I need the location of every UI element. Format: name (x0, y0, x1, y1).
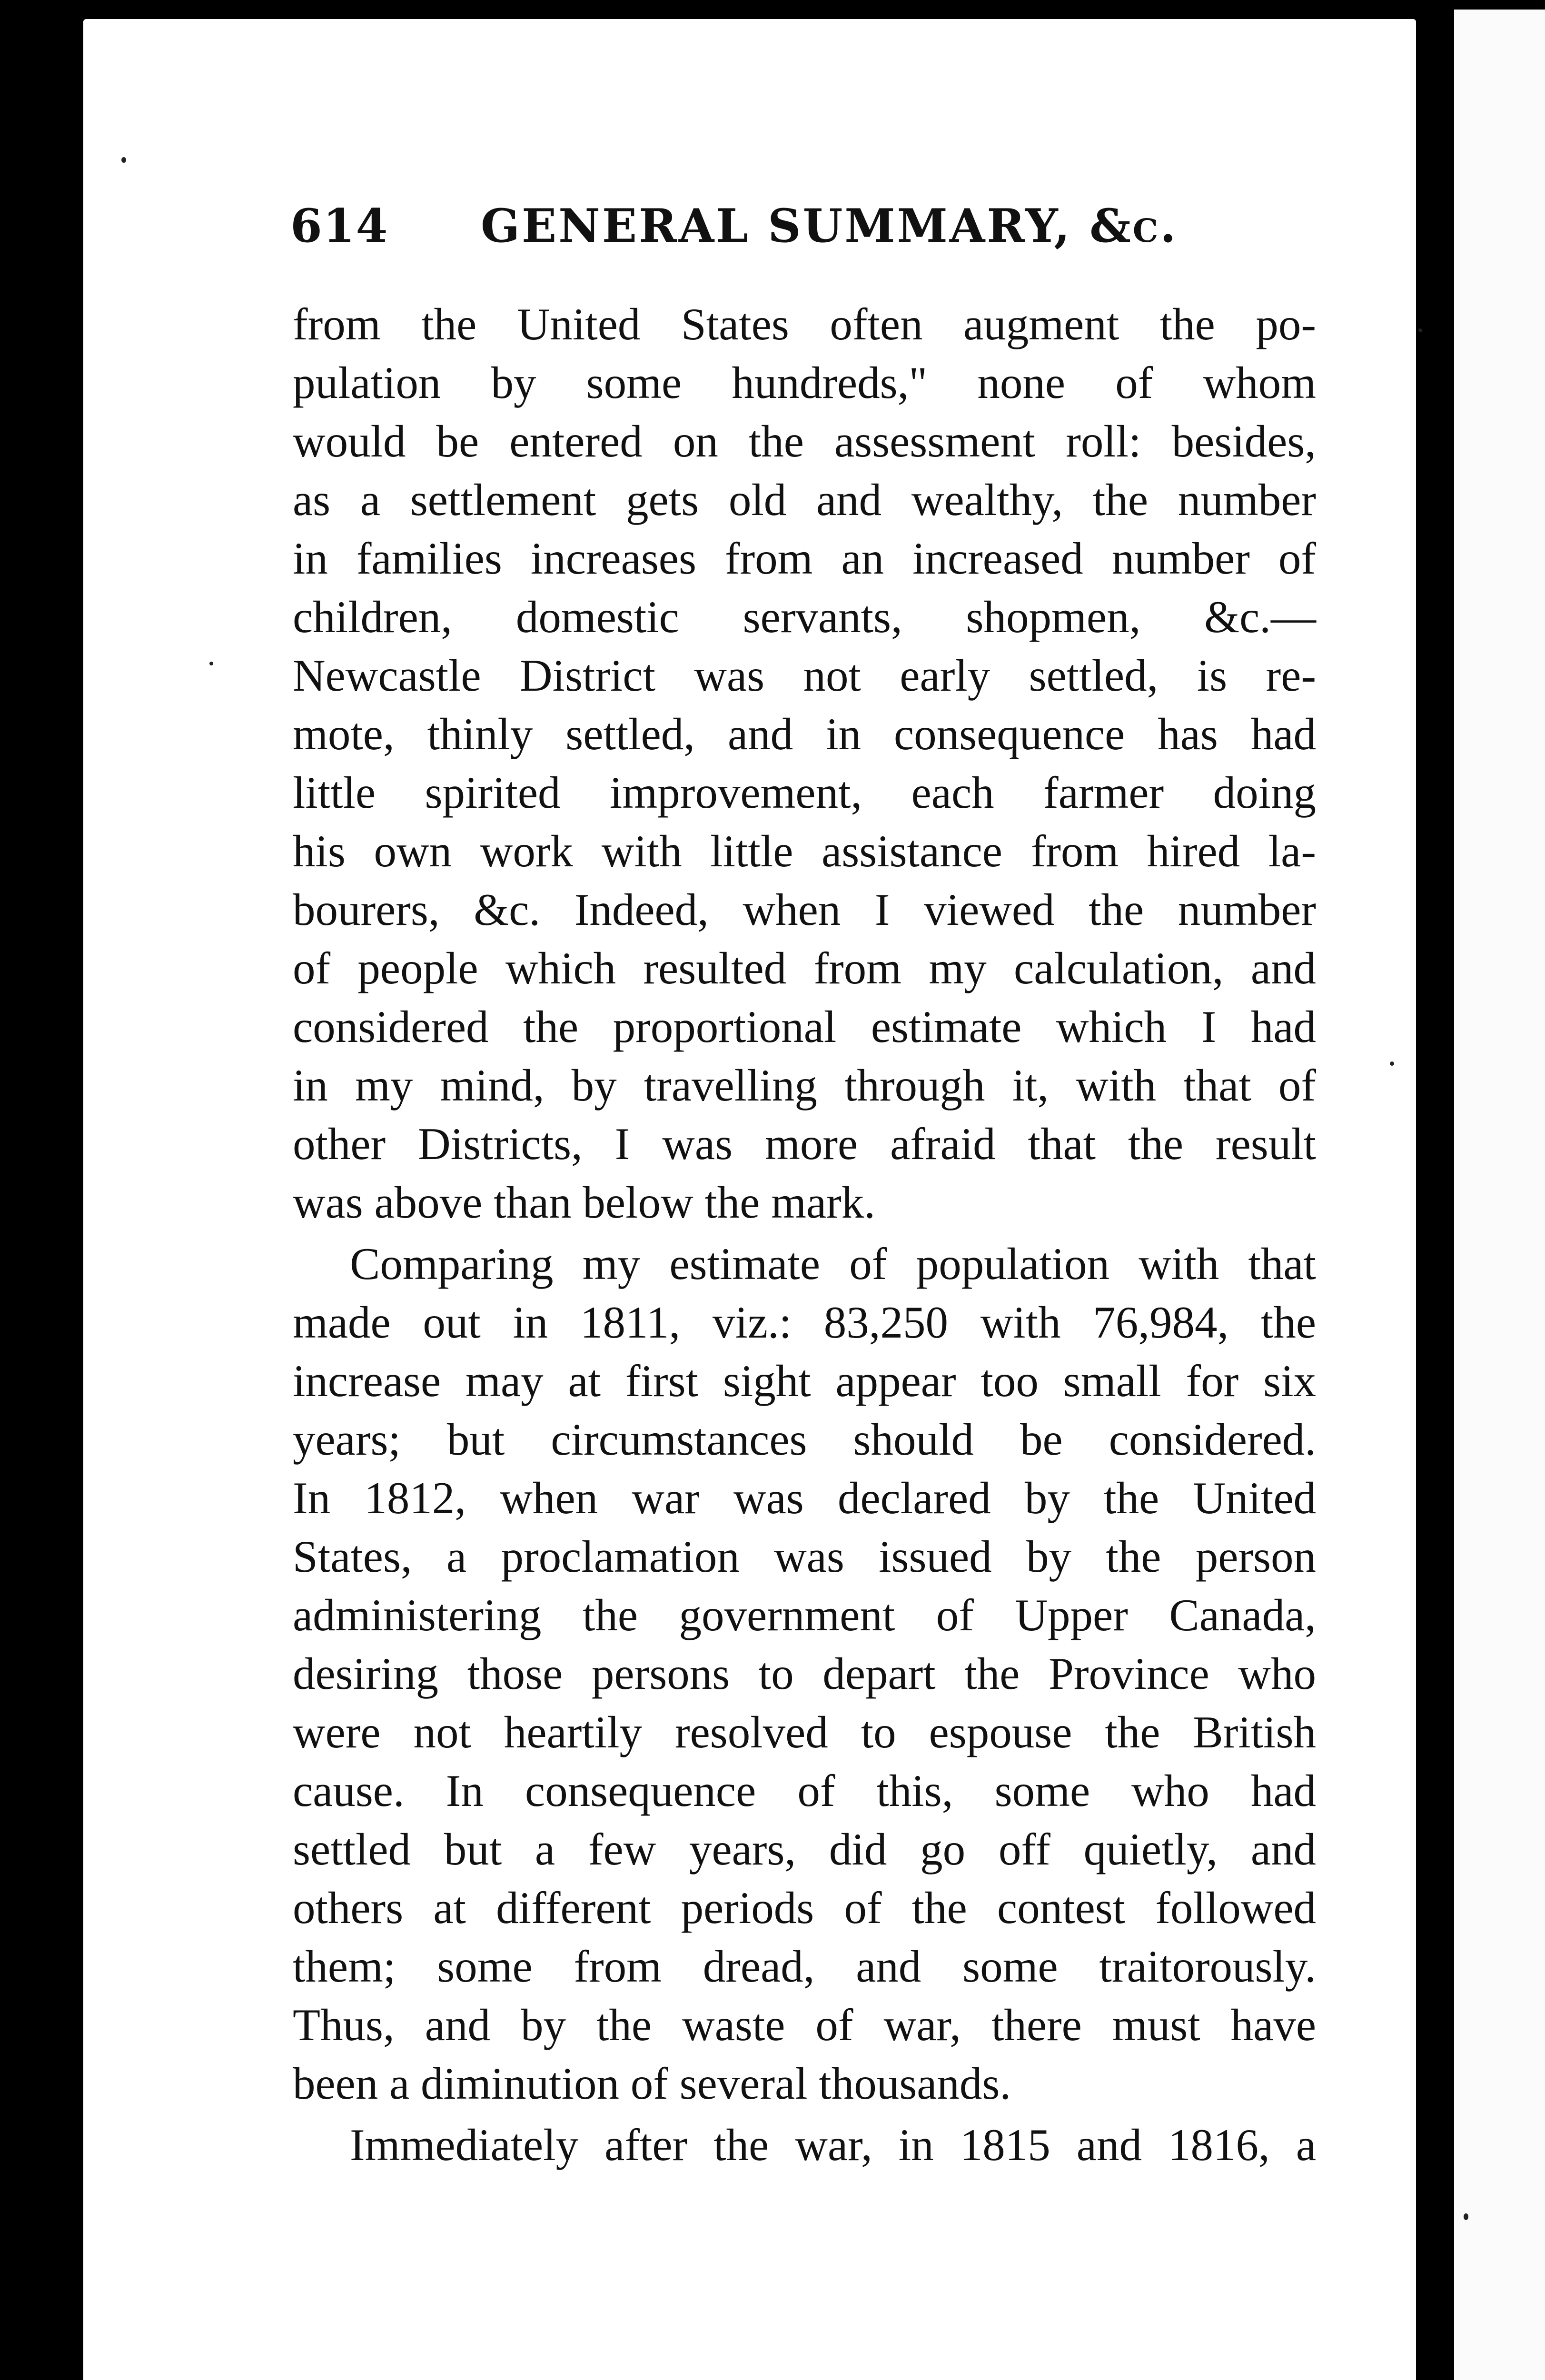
page-header (290, 198, 1195, 255)
scan-speck (1418, 328, 1422, 332)
adjacent-page-edge (1454, 10, 1545, 2380)
scan-speck (1390, 1061, 1394, 1066)
text-line: administering the government of Upper Canada, (293, 1590, 1316, 1640)
text-line: increase may at first sight appear too small for six (293, 1356, 1316, 1406)
text-line: mote, thinly settled, and in consequence has had (293, 709, 1316, 759)
scan-speck (121, 157, 126, 163)
scan-speck (1464, 2213, 1468, 2220)
text-line: pulation by some hundreds," none of whom (293, 357, 1316, 408)
text-line: been a diminution of several thousands. (293, 2058, 1011, 2109)
text-line: cause. In consequence of this, some who had (293, 1765, 1316, 1816)
text-line: from the United States often augment the po- (293, 299, 1316, 349)
text-line: would be entered on the assessment roll: besides, (293, 416, 1316, 466)
page-number: 614 (290, 199, 389, 253)
text-line: them; some from dread, and some traitorously. (293, 1941, 1316, 1992)
text-line: other Districts, I was more afraid that the result (293, 1119, 1316, 1169)
text-line: In 1812, when war was declared by the United (293, 1473, 1316, 1523)
text-line: considered the proportional estimate which I had (293, 1002, 1316, 1052)
text-line: children, domestic servants, shopmen, &c.— (293, 592, 1316, 642)
text-line: in my mind, by travelling through it, with that of (293, 1060, 1316, 1111)
text-line: others at different periods of the contest followed (293, 1883, 1316, 1933)
text-line: Comparing my estimate of population with that (350, 1239, 1316, 1289)
text-line: States, a proclamation was issued by the person (293, 1531, 1316, 1582)
text-line: Newcastle District was not early settled, is re- (293, 650, 1316, 701)
text-line: in families increases from an increased number of (293, 533, 1316, 584)
body-text (293, 295, 1316, 2174)
text-line: little spirited improvement, each farmer doing (293, 767, 1316, 818)
text-line: Thus, and by the waste of war, there must have (293, 2000, 1316, 2050)
scan-speck (209, 662, 213, 665)
text-line: as a settlement gets old and wealthy, the number (293, 475, 1316, 525)
text-line: settled but a few years, did go off quietly, and (293, 1824, 1316, 1874)
text-line: made out in 1811, viz.: 83,250 with 76,984, the (293, 1297, 1316, 1348)
text-line: years; but circumstances should be considered. (293, 1414, 1316, 1465)
text-line: desiring those persons to depart the Province who (293, 1648, 1316, 1699)
text-line: of people which resulted from my calculation, and (293, 943, 1316, 993)
text-line: were not heartily resolved to espouse the British (293, 1707, 1316, 1757)
text-line: was above than below the mark. (293, 1177, 876, 1228)
text-line: his own work with little assistance from hired la- (293, 826, 1316, 876)
text-line: bourers, &c. Indeed, when I viewed the number (293, 884, 1316, 935)
text-line: Immediately after the war, in 1815 and 1816, a (350, 2120, 1316, 2170)
running-title: GENERAL SUMMARY, &c. (481, 199, 1178, 253)
